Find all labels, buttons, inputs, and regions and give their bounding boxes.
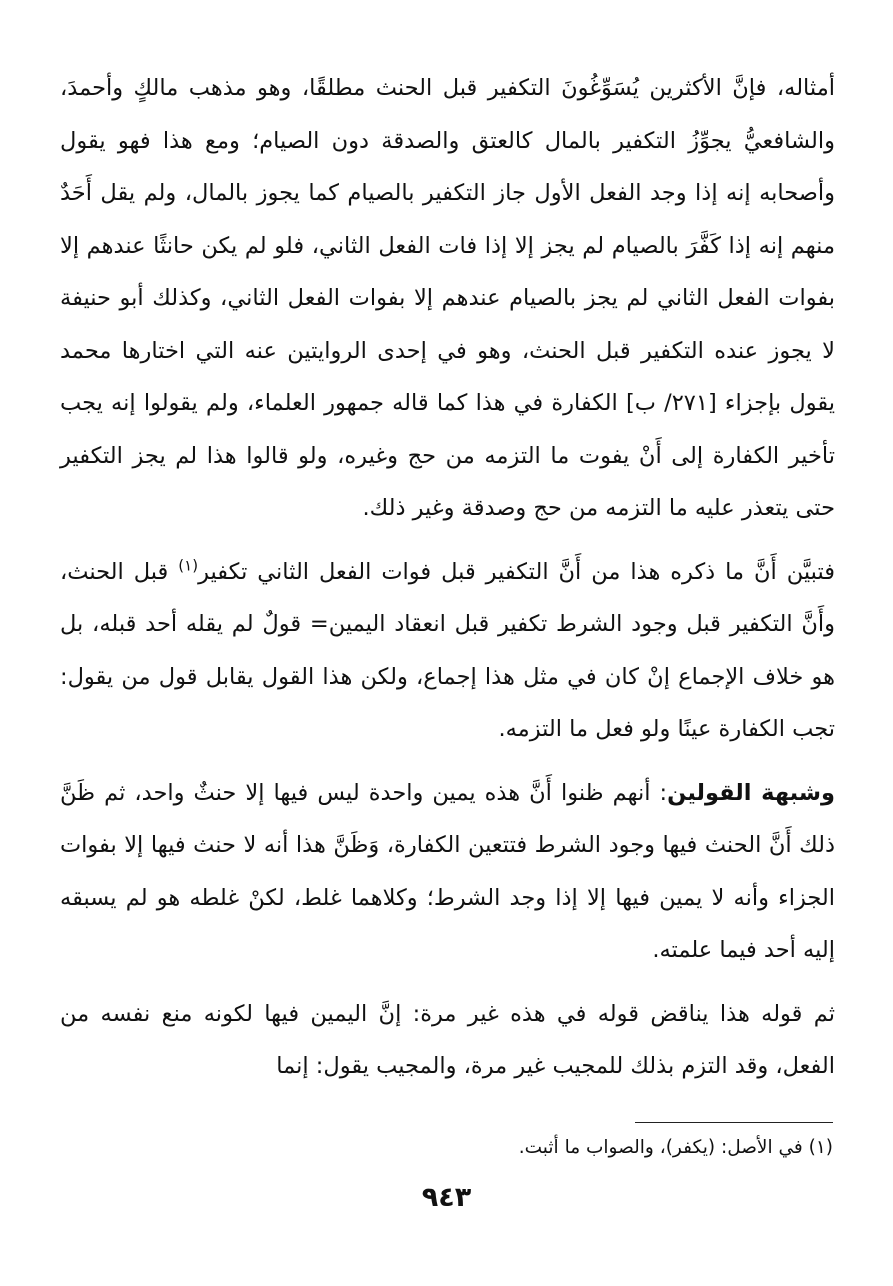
paragraph-4: ثم قوله هذا يناقض قوله في هذه غير مرة: إنَّ اليمين فيها لكونه منع نفسه من الفعل، وقد التزم بذلك للمجيب غير مرة، والمجيب يقول: إنما [60, 1000, 835, 1079]
footnote-divider [635, 1122, 833, 1123]
paragraph-3-heading: وشبهة القولين [667, 779, 835, 806]
page-number: ٩٤٣ [421, 1182, 472, 1213]
footnote: (١) في الأصل: (يكفر)، والصواب ما أثبت. [518, 1137, 833, 1158]
paragraph-2-start: فتبيَّن أَنَّ ما ذكره هذا من أَنَّ التكفير قبل فوات الفعل الثاني تكفير [198, 558, 835, 585]
paragraph-2-rest: قبل الحنث، وأَنَّ التكفير قبل وجود الشرط تكفير قبل انعقاد اليمين= قولٌ لم يقله أحد قبله، بل هو خلاف الإجماع إنْ كان في مثل هذا إجماع، ولكن هذا القول يقابل قول من يقول: تجب الكفارة عينًا ولو فعل ما التزمه. [60, 558, 835, 742]
footnote-reference: (١) [178, 556, 199, 574]
page-body [60, 62, 835, 1093]
paragraph-1: أمثاله، فإنَّ الأكثرين يُسَوِّغُونَ التكفير قبل الحنث مطلقًا، وهو مذهب مالكٍ وأحمدَ، والشافعيُّ يجوِّزُ التكفير بالمال كالعتق والصدقة دون الصيام؛ ومع هذا فهو يقول وأصحابه إنه إذا وجد الفعل الأول جاز التكفير بالصيام كما يجوز بالمال، ولم يقل أَحَدٌ منهم إنه إذا كَفَّرَ بالصيام لم يجز إلا إذا فات الفعل الثاني، فلو لم يكن حانثًا عندهم إلا بفوات الفعل الثاني لم يجز بالصيام عندهم إلا بفوات الفعل الثاني، وكذلك أبو حنيفة لا يجوز عنده التكفير قبل الحنث، وهو في إحدى الروايتين عنه التي اختارها محمد يقول بإجزاء [٢٧١/ ب] الكفارة في هذا كما قاله جمهور العلماء، ولم يقولوا إنه يجب تأخير الكفارة إلى أَنْ يفوت ما التزمه من حج وغيره، ولو قالوا هذا لم يجز التكفير حتى يتعذر عليه ما التزمه من حج وصدقة وغير ذلك. [60, 75, 835, 521]
paragraph-2 [60, 546, 835, 756]
paragraph-3 [60, 767, 835, 977]
paragraph-3-rest: : أنهم ظنوا أَنَّ هذه يمين واحدة ليس فيها إلا حنثٌ واحد، ثم ظَنَّ ذلك أَنَّ الحنث فيها وجود الشرط فتتعين الكفارة، وَظَنَّ هذا أنه لا حنث فيها إلا بفوات الجزاء وأنه لا يمين فيها إلا إذا وجد الشرط؛ وكلاهما غلط، لكنْ غلطه هو لم يسبقه إليه أحد فيما علمته. [60, 779, 835, 963]
